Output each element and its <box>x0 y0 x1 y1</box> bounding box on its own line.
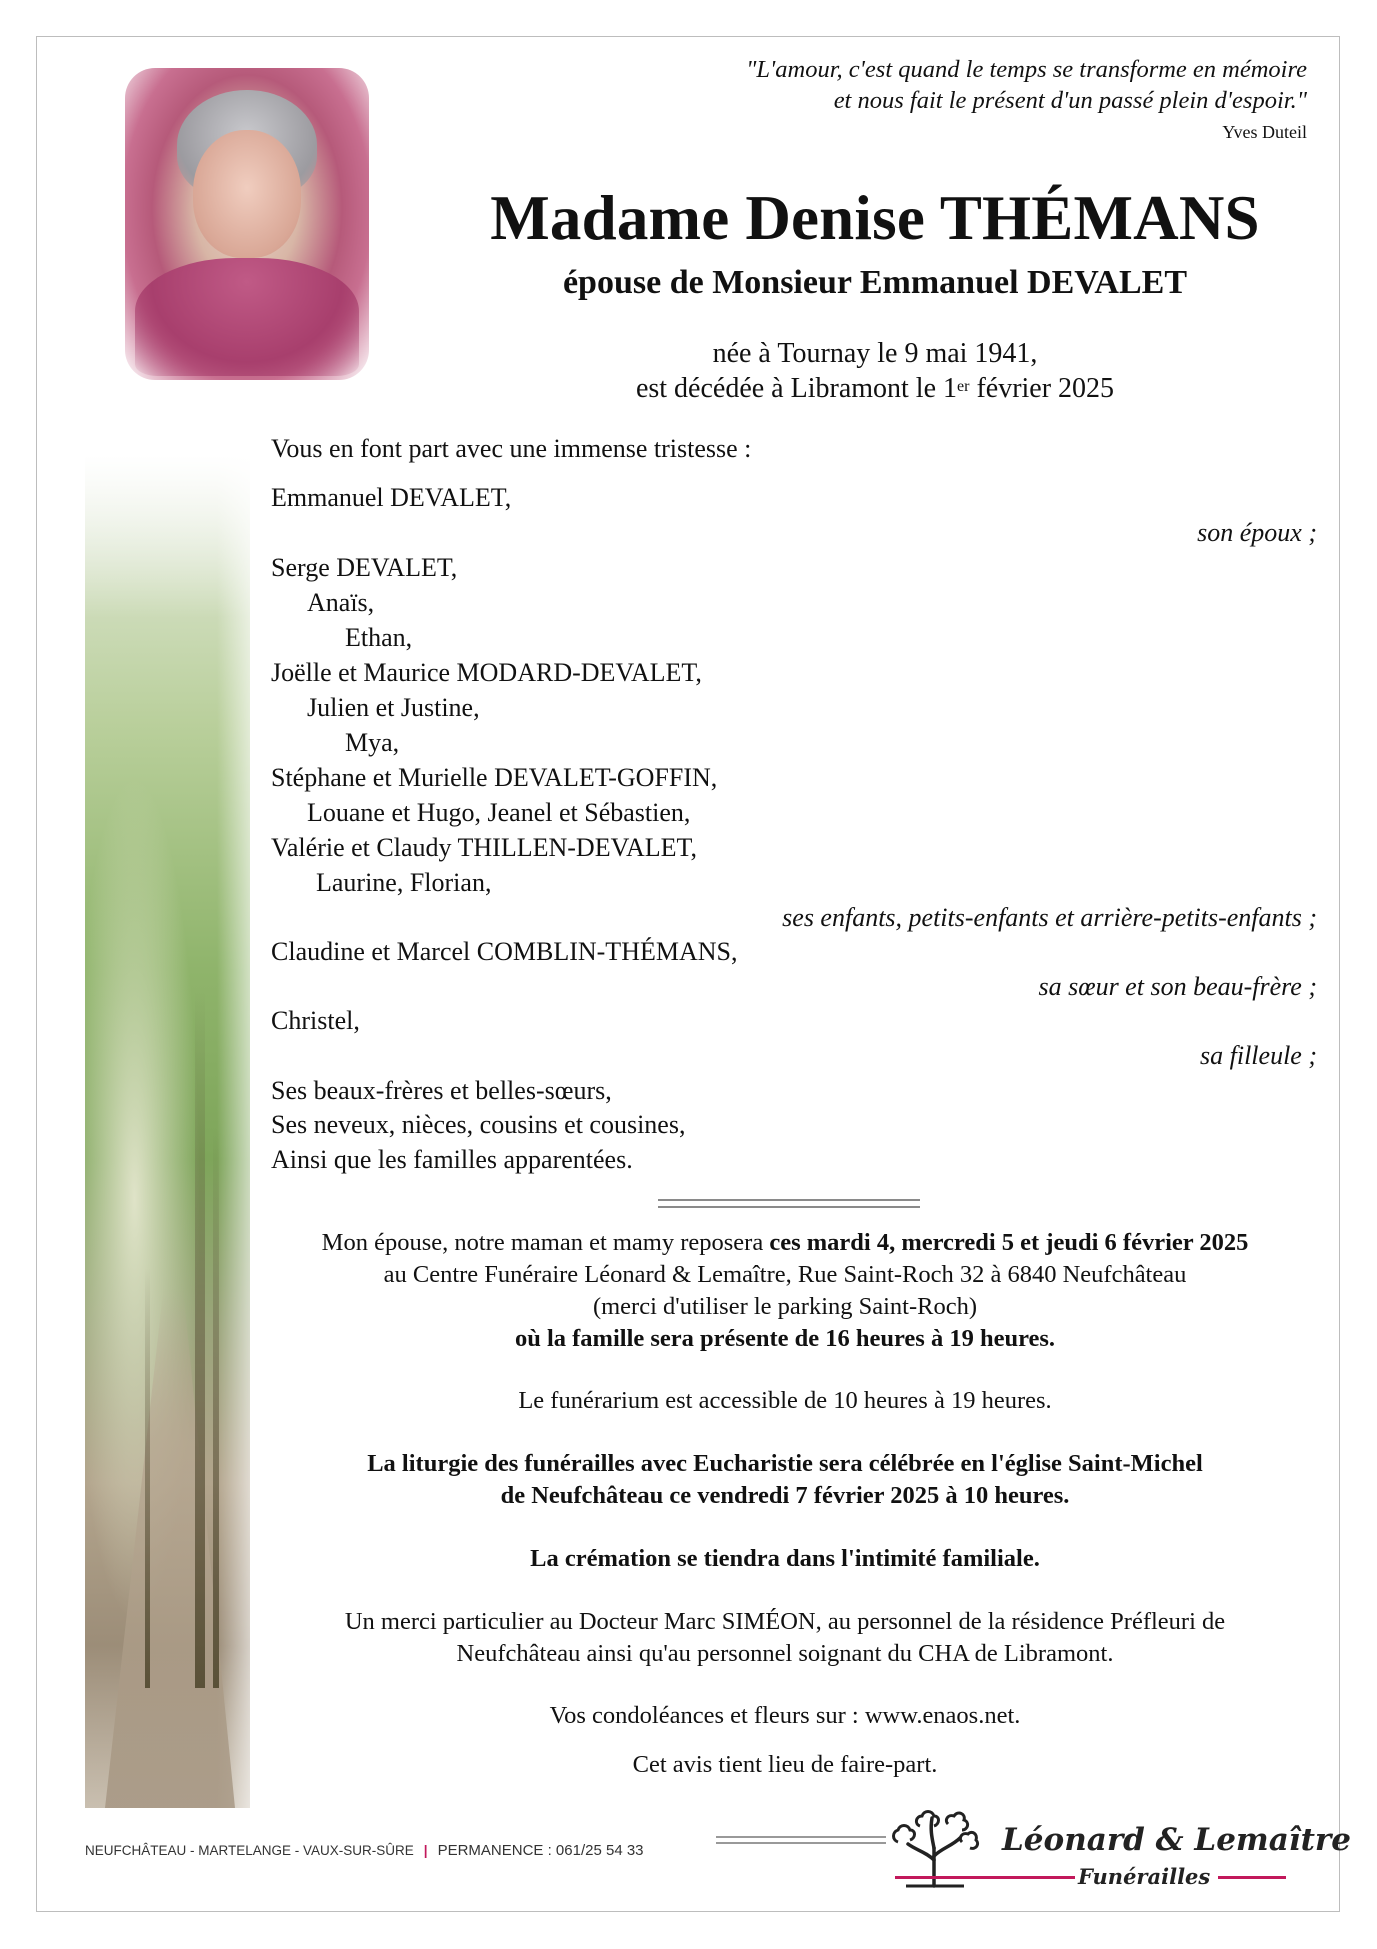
access-hours: Le funérarium est accessible de 10 heures à 19 heures. <box>518 1387 1052 1414</box>
family-member: Ses neveux, nièces, cousins et cousines, <box>271 1110 686 1139</box>
family-member: Ses beaux-frères et belles-sœurs, <box>271 1076 612 1105</box>
quote-line: "L'amour, c'est quand le temps se transforme en mémoire <box>746 56 1307 83</box>
death-line: est décédée à Libramont le 1er février 2025 <box>635 373 1115 404</box>
family-member: Mya, <box>345 728 400 757</box>
family-role: son époux ; <box>1197 518 1317 547</box>
location-line: au Centre Funéraire Léonard & Lemaître, Rue Saint-Roch 32 à 6840 Neufchâteau <box>383 1261 1187 1288</box>
spouse-line: épouse de Monsieur Emmanuel DEVALET <box>562 264 1188 301</box>
liturgy-line: La liturgie des funérailles avec Eucharistie sera célébrée en l'église Saint-Michel <box>367 1450 1203 1477</box>
footer-contact <box>85 1842 644 1859</box>
quote-line: et nous fait le présent d'un passé plein d'espoir." <box>833 87 1307 114</box>
family-role: sa filleule ; <box>1200 1041 1317 1070</box>
rest-details <box>250 1227 1320 1355</box>
quote-author: Yves Duteil <box>1222 122 1307 142</box>
brand-underline-right <box>1218 1876 1286 1879</box>
condolences: Vos condoléances et fleurs sur : www.enaos.net. <box>549 1702 1021 1729</box>
family-presence-line: où la famille sera présente de 16 heures à 19 heures. <box>514 1325 1056 1352</box>
family-member: Anaïs, <box>307 588 375 617</box>
forest-path-image <box>85 455 250 1808</box>
family-member: Louane et Hugo, Jeanel et Sébastien, <box>307 798 691 827</box>
footer-permanence: PERMANENCE : 061/25 54 33 <box>437 1842 644 1859</box>
family-member: Stéphane et Murielle DEVALET-GOFFIN, <box>271 763 718 792</box>
family-member: Christel, <box>271 1006 360 1035</box>
footer-divider <box>716 1836 886 1844</box>
family-member: Joëlle et Maurice MODARD-DEVALET, <box>271 658 702 687</box>
family-member: Claudine et Marcel COMBLIN-THÉMANS, <box>271 937 738 966</box>
quote <box>746 54 1307 116</box>
brand-underline-left <box>895 1876 1075 1879</box>
birth-death-dates <box>380 336 1370 406</box>
announcement-intro: Vous en font part avec une immense tristesse : <box>271 434 752 463</box>
liturgy <box>250 1448 1320 1512</box>
family-member: Laurine, Florian, <box>316 868 492 897</box>
thanks-line: Neufchâteau ainsi qu'au personnel soignant du CHA de Libramont. <box>456 1640 1114 1667</box>
portrait-photo <box>125 68 369 380</box>
deceased-name: Madame Denise THÉMANS <box>490 183 1260 253</box>
birth-line: née à Tournay le 9 mai 1941, <box>712 338 1038 369</box>
notice: Cet avis tient lieu de faire-part. <box>632 1751 938 1778</box>
family-role: sa sœur et son beau-frère ; <box>1038 972 1317 1001</box>
brand-name: Léonard & Lemaître <box>1002 1822 1351 1858</box>
family-member: Ainsi que les familles apparentées. <box>271 1145 633 1174</box>
thanks-line: Un merci particulier au Docteur Marc SIMÉON, au personnel de la résidence Préfleuri de <box>344 1608 1226 1635</box>
brand-subtitle: Funérailles <box>1078 1864 1211 1889</box>
family-role: ses enfants, petits-enfants et arrière-petits-enfants ; <box>782 903 1317 932</box>
section-divider <box>658 1199 920 1208</box>
cremation: La crémation se tiendra dans l'intimité familiale. <box>530 1545 1040 1572</box>
family-member: Emmanuel DEVALET, <box>271 483 512 512</box>
rest-line: Mon épouse, notre maman et mamy reposera ces mardi 4, mercredi 5 et jeudi 6 février 2025 <box>321 1229 1249 1256</box>
footer-locations: NEUFCHÂTEAU - MARTELANGE - VAUX-SUR-SÛRE <box>85 1843 414 1858</box>
family-member: Serge DEVALET, <box>271 553 458 582</box>
family-member: Ethan, <box>345 623 413 652</box>
thanks <box>250 1606 1320 1670</box>
parking-line: (merci d'utiliser le parking Saint-Roch) <box>592 1293 978 1320</box>
liturgy-line: de Neufchâteau ce vendredi 7 février 2025 à 10 heures. <box>500 1482 1070 1509</box>
family-member: Julien et Justine, <box>307 693 480 722</box>
family-member: Valérie et Claudy THILLEN-DEVALET, <box>271 833 697 862</box>
footer-separator: | <box>423 1843 428 1858</box>
